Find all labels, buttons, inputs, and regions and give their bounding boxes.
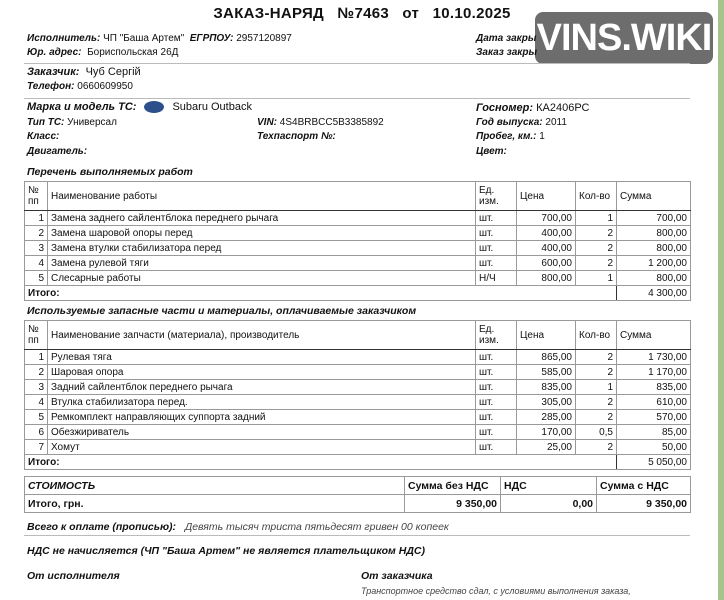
cell: 700,00 [617,211,691,226]
cell: шт. [476,395,517,410]
parts-title: Используемые запасные части и материалы, оплачиваемые заказчиком [27,305,417,317]
cell: 25,00 [517,440,576,455]
col-header: № пп [25,182,48,211]
cell: 1 [576,271,617,286]
cell: Хомут [48,440,476,455]
class-label: Класс: [27,131,60,142]
cell: 400,00 [517,241,576,256]
customer-note: Транспортное средство сдал, с условиями выполнения заказа, [361,586,631,596]
cell: 7 [25,440,48,455]
cell: шт. [476,226,517,241]
table-row [25,256,691,271]
table-row [25,271,691,286]
mileage-line: Пробег, км.: 1 [476,131,545,142]
table-row [25,241,691,256]
cell: шт. [476,256,517,271]
cell: шт. [476,380,517,395]
table-row [25,425,691,440]
cell: 2 [576,365,617,380]
cell: 610,00 [617,395,691,410]
phone-line: Телефон: 0660609950 [27,81,133,92]
vat-value: 0,00 [501,495,597,513]
col-header: Цена [517,321,576,350]
customer-line: Заказчик: Чуб Сергій [27,66,141,78]
cell: Рулевая тяга [48,350,476,365]
table-row [25,211,691,226]
cell: 865,00 [517,350,576,365]
cell: 305,00 [517,395,576,410]
cell: Задний сайлентблок переднего рычага [48,380,476,395]
plate-line: Госномер: КА2406РС [476,102,590,114]
col-header: Сумма [617,321,691,350]
col-header: Ед. изм. [476,321,517,350]
table-row [25,410,691,425]
sum-no-vat: 9 350,00 [405,495,501,513]
col-header: Кол-во [576,182,617,211]
color-label: Цвет: [476,146,507,157]
page-edge [718,0,724,600]
cell: 4 [25,256,48,271]
cell: 3 [25,241,48,256]
engine-label: Двигатель: [27,146,88,157]
cell: 600,00 [517,256,576,271]
passport-label: Техпаспорт №: [257,131,336,142]
divider [24,98,690,99]
in-words-line: Всего к оплате (прописью): Девять тысяч триста пятьдесят гривен 00 копеек [27,521,449,533]
cell: 400,00 [517,226,576,241]
cell: 1 730,00 [617,350,691,365]
cell: 170,00 [517,425,576,440]
total-row-label: Итого, грн. [25,495,405,513]
from-customer: От заказчика [361,570,433,582]
col-with-vat: Сумма с НДС [597,477,691,495]
subaru-logo-icon [144,101,164,113]
cost-table [24,476,691,513]
vehicle-model-line: Марка и модель ТС: Subaru Outback [27,101,252,113]
total-label: Итого: [25,455,617,470]
cell: 2 [576,241,617,256]
cell: 570,00 [617,410,691,425]
cell: 85,00 [617,425,691,440]
parts-table [24,320,691,470]
cell: 1 [576,211,617,226]
col-header: Наименование запчасти (материала), производитель [48,321,476,350]
works-table [24,181,691,301]
cell: 835,00 [617,380,691,395]
cell: 6 [25,425,48,440]
executor-line: Исполнитель: ЧП "Баша Артем" ЕГРПОУ: 2957120897 [27,33,292,44]
cell: 1 [25,350,48,365]
cell: 2 [576,395,617,410]
col-header: Цена [517,182,576,211]
sum-with-vat: 9 350,00 [597,495,691,513]
cell: 1 [576,380,617,395]
table-row [25,395,691,410]
cell: 2 [25,365,48,380]
cell: Ремкомплект направляющих суппорта задний [48,410,476,425]
col-header: Ед. изм. [476,182,517,211]
cell: шт. [476,241,517,256]
cell: 0,5 [576,425,617,440]
cell: 800,00 [517,271,576,286]
page-title: ЗАКАЗ-НАРЯД №7463 от 10.10.2025 [213,5,511,22]
cell: 800,00 [617,226,691,241]
cell: 835,00 [517,380,576,395]
cell: Замена рулевой тяги [48,256,476,271]
cell: 3 [25,380,48,395]
year-line: Год выпуска: 2011 [476,117,567,128]
cell: Обезжириватель [48,425,476,440]
total-value: 5 050,00 [617,455,691,470]
table-row [25,365,691,380]
cell: Втулка стабилизатора перед. [48,395,476,410]
cell: 1 [25,211,48,226]
cell: Замена втулки стабилизатора перед [48,241,476,256]
table-row [25,350,691,365]
cell: Н/Ч [476,271,517,286]
cell: шт. [476,410,517,425]
cell: шт. [476,211,517,226]
total-label: Итого: [25,286,617,301]
cell: 2 [576,256,617,271]
cell: Шаровая опора [48,365,476,380]
cell: шт. [476,365,517,380]
cell: 4 [25,395,48,410]
col-no-vat: Сумма без НДС [405,477,501,495]
cell: Замена шаровой опоры перед [48,226,476,241]
address-line: Юр. адрес: Бориспольская 26Д [27,47,179,58]
cell: 1 170,00 [617,365,691,380]
col-header: Сумма [617,182,691,211]
cell: 5 [25,271,48,286]
cell: 2 [576,410,617,425]
cell: Замена заднего сайлентблока переднего рычага [48,211,476,226]
cell: 800,00 [617,241,691,256]
divider [24,535,690,536]
cell: Слесарные работы [48,271,476,286]
col-vat: НДС [501,477,597,495]
cell: 2 [576,350,617,365]
cell: 800,00 [617,271,691,286]
close-date-label: Дата закры [476,33,537,44]
table-row [25,380,691,395]
cell: 1 200,00 [617,256,691,271]
cell: шт. [476,350,517,365]
works-title: Перечень выполняемых работ [27,166,193,178]
col-header: Кол-во [576,321,617,350]
col-header: Наименование работы [48,182,476,211]
cell: 585,00 [517,365,576,380]
cell: 2 [576,226,617,241]
cell: 5 [25,410,48,425]
cell: 2 [576,440,617,455]
cell: шт. [476,440,517,455]
watermark: VINS.WIKI [535,12,713,64]
col-header: № пп [25,321,48,350]
divider [24,63,690,64]
table-row [25,226,691,241]
cell: 50,00 [617,440,691,455]
vat-note: НДС не начисляется (ЧП "Баша Артем" не является плательщиком НДС) [27,545,425,557]
vin-line: VIN: 4S4BRBCC5B3385892 [257,117,384,128]
table-row [25,440,691,455]
cell: 285,00 [517,410,576,425]
order-closed-label: Заказ закры [476,47,538,58]
from-executor: От исполнителя [27,570,120,582]
type-line: Тип ТС: Универсал [27,117,117,128]
total-value: 4 300,00 [617,286,691,301]
cell: 2 [25,226,48,241]
cell: 700,00 [517,211,576,226]
cost-label: СТОИМОСТЬ [25,477,405,495]
cell: шт. [476,425,517,440]
